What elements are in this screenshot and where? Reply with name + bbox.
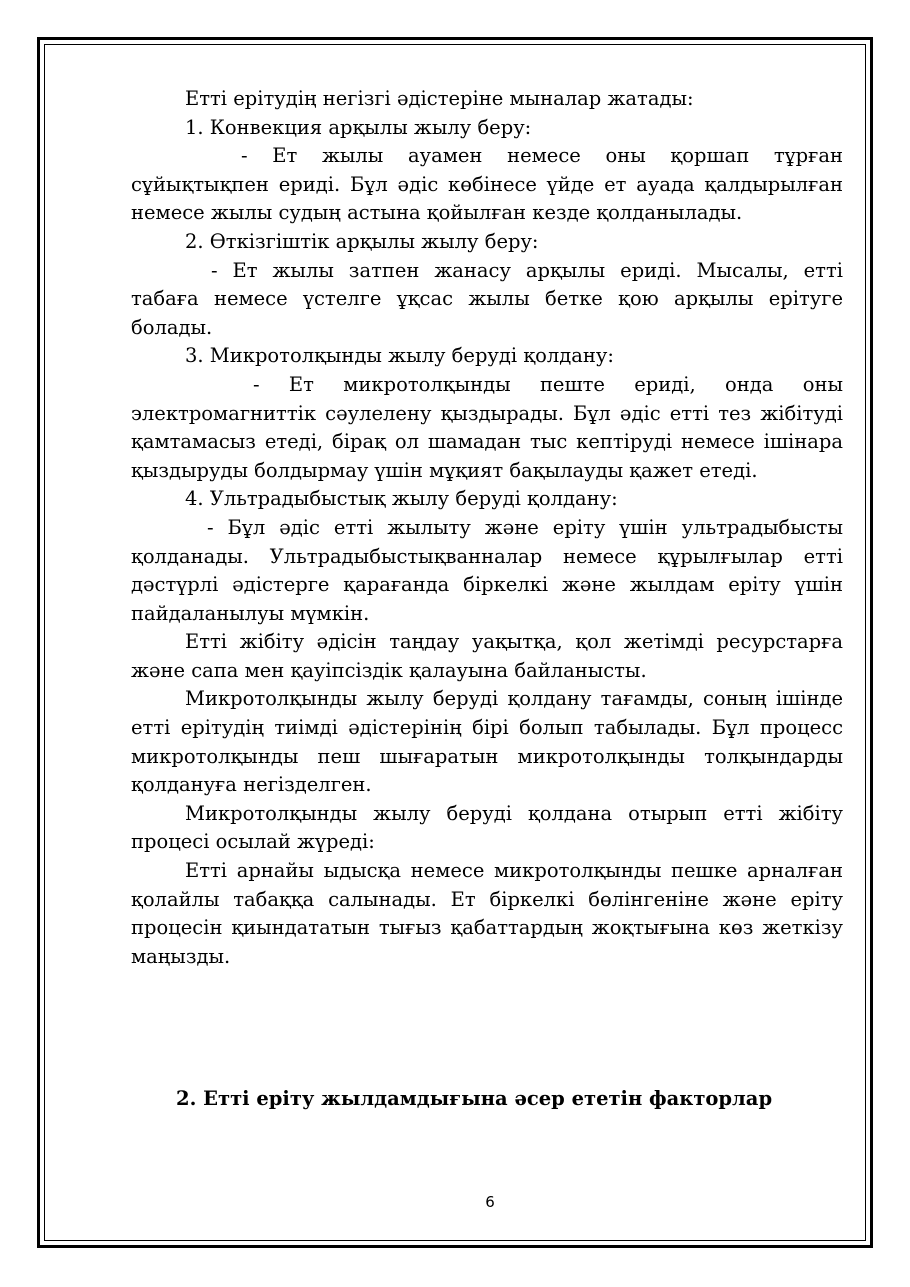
list-item-microwave: 3. Микротолқынды жылу беруді қолдану: bbox=[185, 344, 614, 368]
paragraph-microwave-detail: - Ет микротолқынды пеште ериді, онда оны электромагниттік сәулелену қыздырады. Бұл әдіс етті тез жібітуді қамтамасыз етеді, бірақ ол шамадан тыс кептіруді немесе ішінара қыздыруды болдырмау үшін мұқият бақылауды қажет етеді. bbox=[131, 372, 843, 482]
list-item-ultrasound: 4. Ультрадыбыстық жылу беруді қолдану: bbox=[185, 487, 618, 511]
page-number: 6 bbox=[485, 1193, 495, 1211]
paragraph-ultrasound-detail: - Бұл әдіс етті жылыту және еріту үшін ультрадыбысты қолданады. Ультрадыбыстықванналар немесе құрылғылар етті дәстүрлі әдістерге қарағанда біркелкі және жылдам еріту үшін пайдаланылуы мүмкін. bbox=[131, 515, 843, 625]
paragraph-container: Етті арнайы ыдысқа немесе микротолқынды пешке арналған қолайлы табаққа салынады. Ет біркелкі бөлінгеніне және еріту процесін қиындататын тығыз қабаттардың жоқтығына көз жеткізу маңызды. bbox=[131, 859, 843, 968]
paragraph-method-choice: Етті жібіту әдісін таңдау уақытқа, қол жетімді ресурстарға және сапа мен қауіпсіздік қалауына байланысты. bbox=[131, 630, 843, 682]
list-item-conduction: 2. Өткізгіштік арқылы жылу беру: bbox=[185, 229, 539, 253]
paragraph-conduction-detail: - Ет жылы затпен жанасу арқылы ериді. Мысалы, етті табаға немесе үстелге ұқсас жылы бетке қою арқылы ерітуге болады. bbox=[131, 258, 843, 339]
paragraph-convection-detail: - Ет жылы ауамен немесе оны қоршап тұрған сұйықтықпен ериді. Бұл әдіс көбінесе үйде ет ауада қалдырылған немесе жылы судың астына қойылған кезде қолданылады. bbox=[131, 144, 843, 225]
list-item-convection: 1. Конвекция арқылы жылу беру: bbox=[185, 115, 532, 139]
section-heading: 2. Етті еріту жылдамдығына әсер ететін факторлар bbox=[176, 1087, 773, 1110]
paragraph-process-intro: Микротолқынды жылу беруді қолдана отырып етті жібіту процесі осылай жүреді: bbox=[131, 801, 843, 854]
paragraph-intro: Етті ерітудің негізгі әдістеріне мыналар жатады: bbox=[185, 87, 694, 110]
paragraph-microwave-effective: Микротолқынды жылу беруді қолдану тағамды, соның ішінде етті ерітудің тиімді әдістерінің бірі болып табылады. Бұл процесс микротолқынды пеш шығаратын микротолқынды толқындарды қолдануға негізделген. bbox=[131, 687, 843, 797]
document-body bbox=[131, 85, 843, 971]
